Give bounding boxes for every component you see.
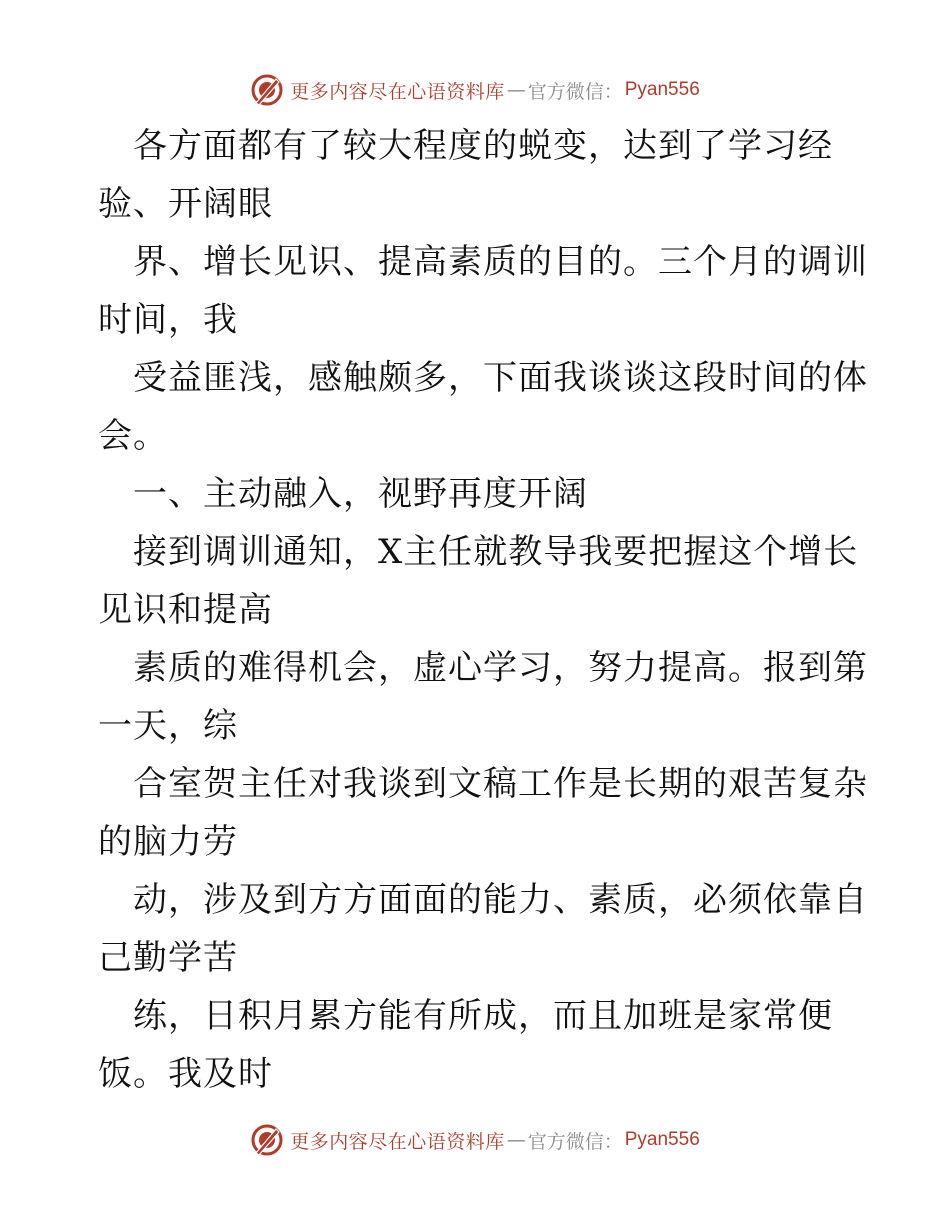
footer-wechat-label: 官方微信： [527, 1130, 623, 1153]
footer-separator: — [506, 1129, 526, 1151]
text-line: 练，日积月累方能有所成，而且加班是家常便 [133, 996, 833, 1036]
header-brand-text: 更多内容尽在心语资料库 [290, 80, 505, 103]
text-line: 合室贺主任对我谈到文稿工作是长期的艰苦复杂 [133, 764, 868, 804]
quill-seal-icon [250, 73, 284, 107]
text-line: 饭。我及时 [98, 1054, 273, 1094]
header-banner [0, 70, 950, 110]
footer-brand-text: 更多内容尽在心语资料库 [290, 1130, 505, 1153]
header-wechat-id: Pyan556 [624, 79, 700, 100]
text-line: 的脑力劳 [98, 822, 238, 862]
text-line: 会。 [98, 416, 168, 456]
text-line: 己勤学苦 [98, 938, 238, 978]
text-line: 验、开阔眼 [98, 184, 273, 224]
text-line: 一天，综 [98, 706, 238, 746]
text-line: 接到调训通知，X主任就教导我要把握这个增长 [133, 532, 859, 572]
footer-wechat-id: Pyan556 [624, 1129, 700, 1150]
quill-seal-icon [250, 1123, 284, 1157]
header-wechat-label: 官方微信： [527, 80, 623, 103]
section-heading: 一、主动融入，视野再度开阔 [133, 474, 588, 514]
text-line: 见识和提高 [98, 590, 273, 630]
text-line: 受益匪浅，感触颇多，下面我谈谈这段时间的体 [133, 358, 868, 398]
text-line: 动，涉及到方方面面的能力、素质，必须依靠自 [133, 880, 868, 920]
text-line: 素质的难得机会，虚心学习，努力提高。报到第 [133, 648, 868, 688]
text-line: 界、增长见识、提高素质的目的。三个月的调训 [133, 242, 868, 282]
text-line: 时间，我 [98, 300, 238, 340]
footer-banner [0, 1120, 950, 1160]
header-separator: — [506, 79, 526, 101]
text-line: 各方面都有了较大程度的蜕变，达到了学习经 [133, 126, 833, 166]
